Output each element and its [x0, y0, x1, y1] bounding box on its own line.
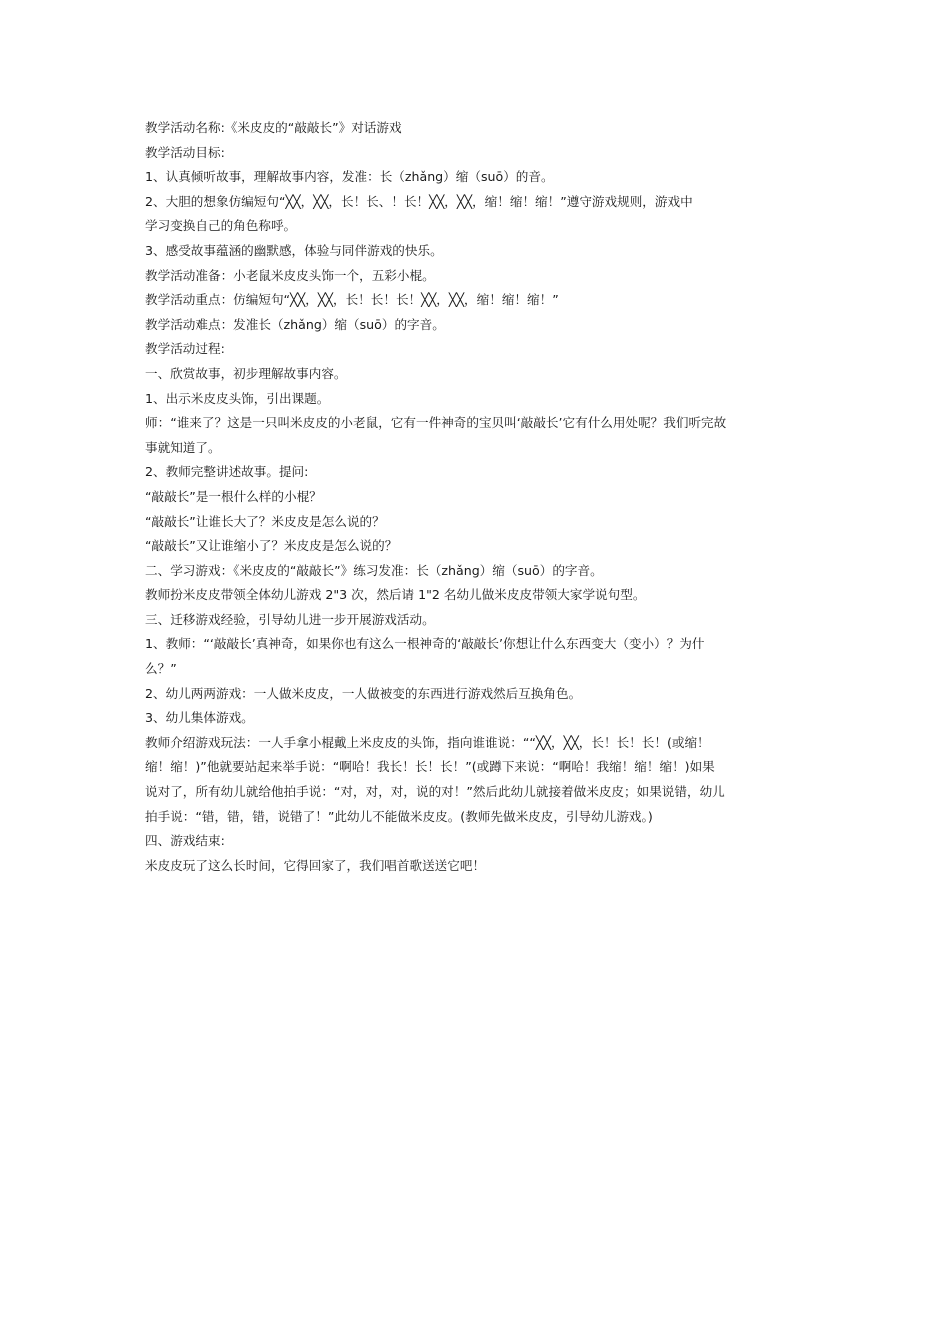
- section-2-heading: 二、学习游戏：《米皮皮的“敲敲长”》练习发准：长（zhǎng）缩（suō）的字音。: [145, 562, 603, 578]
- section-1-step-2: 2、教师完整讲述故事。提问:: [145, 464, 309, 480]
- section-3-step-1-cont: 么？”: [145, 661, 177, 677]
- section-1-heading: 一、欣赏故事，初步理解故事内容。: [145, 365, 347, 381]
- goal-2-line-cont: 学习变换自己的角色称呼。: [145, 218, 297, 234]
- question-3-line: “敲敲长”又让谁缩小了？米皮皮是怎么说的？: [145, 538, 398, 554]
- section-3-heading: 三、迁移游戏经验，引导幼儿进一步开展游戏活动。: [145, 611, 435, 627]
- goal-2-line: 2、大胆的想象仿编短句“╳╳，╳╳，长！长、！长！╳╳，╳╳，缩！缩！缩！”遵守游戏规则，游戏中: [145, 193, 693, 209]
- goal-3-line: 3、感受故事蕴涵的幽默感，体验与同伴游戏的快乐。: [145, 242, 443, 258]
- section-1-step-1: 1、出示米皮皮头饰，引出课题。: [145, 390, 330, 406]
- section-4-heading: 四、游戏结束:: [145, 833, 225, 849]
- closing-line: 米皮皮玩了这么长时间，它得回家了，我们唱首歌送送它吧！: [145, 857, 486, 873]
- difficulty-line: 教学活动难点：发准长（zhǎng）缩（suō）的字音。: [145, 316, 445, 332]
- section-2-body: 教师扮米皮皮带领全体幼儿游戏 2"3 次，然后请 1"2 名幼儿做米皮皮带领大家学说句型。: [145, 587, 646, 603]
- game-rules-line-4: 拍手说：“错，错，错，说错了！”此幼儿不能做米皮皮。(教师先做米皮皮，引导幼儿游戏。): [145, 808, 653, 824]
- goals-heading: 教学活动目标:: [145, 144, 225, 160]
- preparation-line: 教学活动准备：小老鼠米皮皮头饰一个，五彩小棍。: [145, 267, 435, 283]
- process-heading: 教学活动过程:: [145, 341, 225, 357]
- game-rules-line-1: 教师介绍游戏玩法：一人手拿小棍戴上米皮皮的头饰，指向谁谁说：““╳╳，╳╳，长！长！长！(或缩！: [145, 734, 710, 750]
- game-rules-line-3: 说对了，所有幼儿就给他拍手说：“对，对，对，说的对！”然后此幼儿就接着做米皮皮；如果说错，幼儿: [145, 784, 725, 800]
- activity-name-line: 教学活动名称:《米皮皮的“敲敲长”》对话游戏: [145, 120, 402, 135]
- teacher-quote-line: 师：“谁来了？这是一只叫米皮皮的小老鼠，它有一件神奇的宝贝叫‘敲敲长’它有什么用处呢？我们听完故: [145, 415, 727, 431]
- section-3-step-3: 3、幼儿集体游戏。: [145, 710, 254, 726]
- section-3-step-1: 1、教师：“‘敲敲长’真神奇，如果你也有这么一根神奇的‘敲敲长’你想让什么东西变大（变小）？为什: [145, 636, 705, 652]
- key-point-line: 教学活动重点：仿编短句“╳╳，╳╳，长！长！长！╳╳，╳╳，缩！缩！缩！”: [145, 292, 559, 308]
- teacher-quote-line-cont: 事就知道了。: [145, 439, 221, 455]
- goal-1-line: 1、认真倾听故事，理解故事内容，发准：长（zhǎng）缩（suō）的音。: [145, 169, 554, 185]
- question-1-line: “敲敲长”是一根什么样的小棍？: [145, 488, 322, 504]
- document-body: [145, 116, 807, 878]
- question-2-line: “敲敲长”让谁长大了？米皮皮是怎么说的？: [145, 513, 385, 529]
- section-3-step-2: 2、幼儿两两游戏：一人做米皮皮，一人做被变的东西进行游戏然后互换角色。: [145, 685, 582, 701]
- game-rules-line-2: 缩！缩！)”他就要站起来举手说：“啊哈！我长！长！长！”(或蹲下来说：“啊哈！我缩！缩！缩！)如果: [145, 759, 715, 775]
